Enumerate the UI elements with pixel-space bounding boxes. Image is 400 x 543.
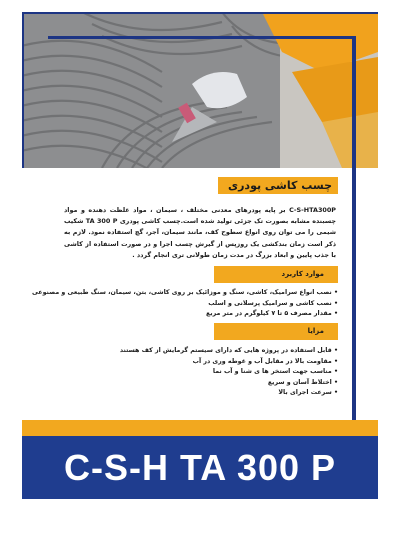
product-description: C-S-HTA300P بر پایه پودرهای معدنی مختلف ، سیمان ، مواد غلظت دهنده و مواد چسبنده مشابه بصورت تک جزئی تولید شده است.چسب کاشی پودری TA 300 P شکیب شیمی را می توان روی انواع سطوح کف، مانند سیمان، آجر، گچ استفاده نمود. لازم به ذکر است زمان بندکشی یک روزپس از گیرش چسب اجرا و در صورت استفاده از کاشی با جذب پایین و ابعاد بزرگ در مدت زمان طولانی تری انجام گردد .	[64, 206, 336, 259]
navy-accent-vertical	[352, 36, 356, 434]
advantages-heading: مزایا	[214, 323, 338, 340]
gold-band	[22, 420, 378, 436]
list-item: • مقدار مصرف ۵ تا ۷ کیلوگرم در متر مربع	[60, 309, 338, 320]
list-item: • مناسب جهت استخر ها ی شنا و آب نما	[60, 367, 338, 378]
list-item: • مقاومت بالا در مقابل آب و غوطه وری در آب	[60, 357, 338, 368]
navy-accent-bar	[48, 36, 356, 39]
list-item: • سرعت اجرای بالا	[60, 388, 338, 399]
product-name-banner: C-S-H TA 300 P	[22, 436, 378, 499]
usage-heading: موارد کاربرد	[214, 266, 338, 283]
list-item: • اختلاط آسان و سریع	[60, 378, 338, 389]
usage-list	[31, 288, 338, 320]
product-title: چسب کاشی پودری	[218, 177, 338, 194]
frame-top-line	[22, 12, 378, 14]
list-item: • قابل استفاده در پروژه هایی که دارای سیستم گرمایش از کف هستند	[60, 346, 338, 357]
frame-left-line	[22, 12, 24, 168]
advantages-list	[60, 346, 338, 399]
list-item: • نصب انواع سرامیک، کاشی، سنگ و موزائیک بر روی کاشی، بتن، سیمان، سنگ طبیعی و مصنوعی	[60, 288, 338, 299]
list-item: • نصب کاشی و سرامیک پرسلانی و اسلب	[60, 299, 338, 310]
